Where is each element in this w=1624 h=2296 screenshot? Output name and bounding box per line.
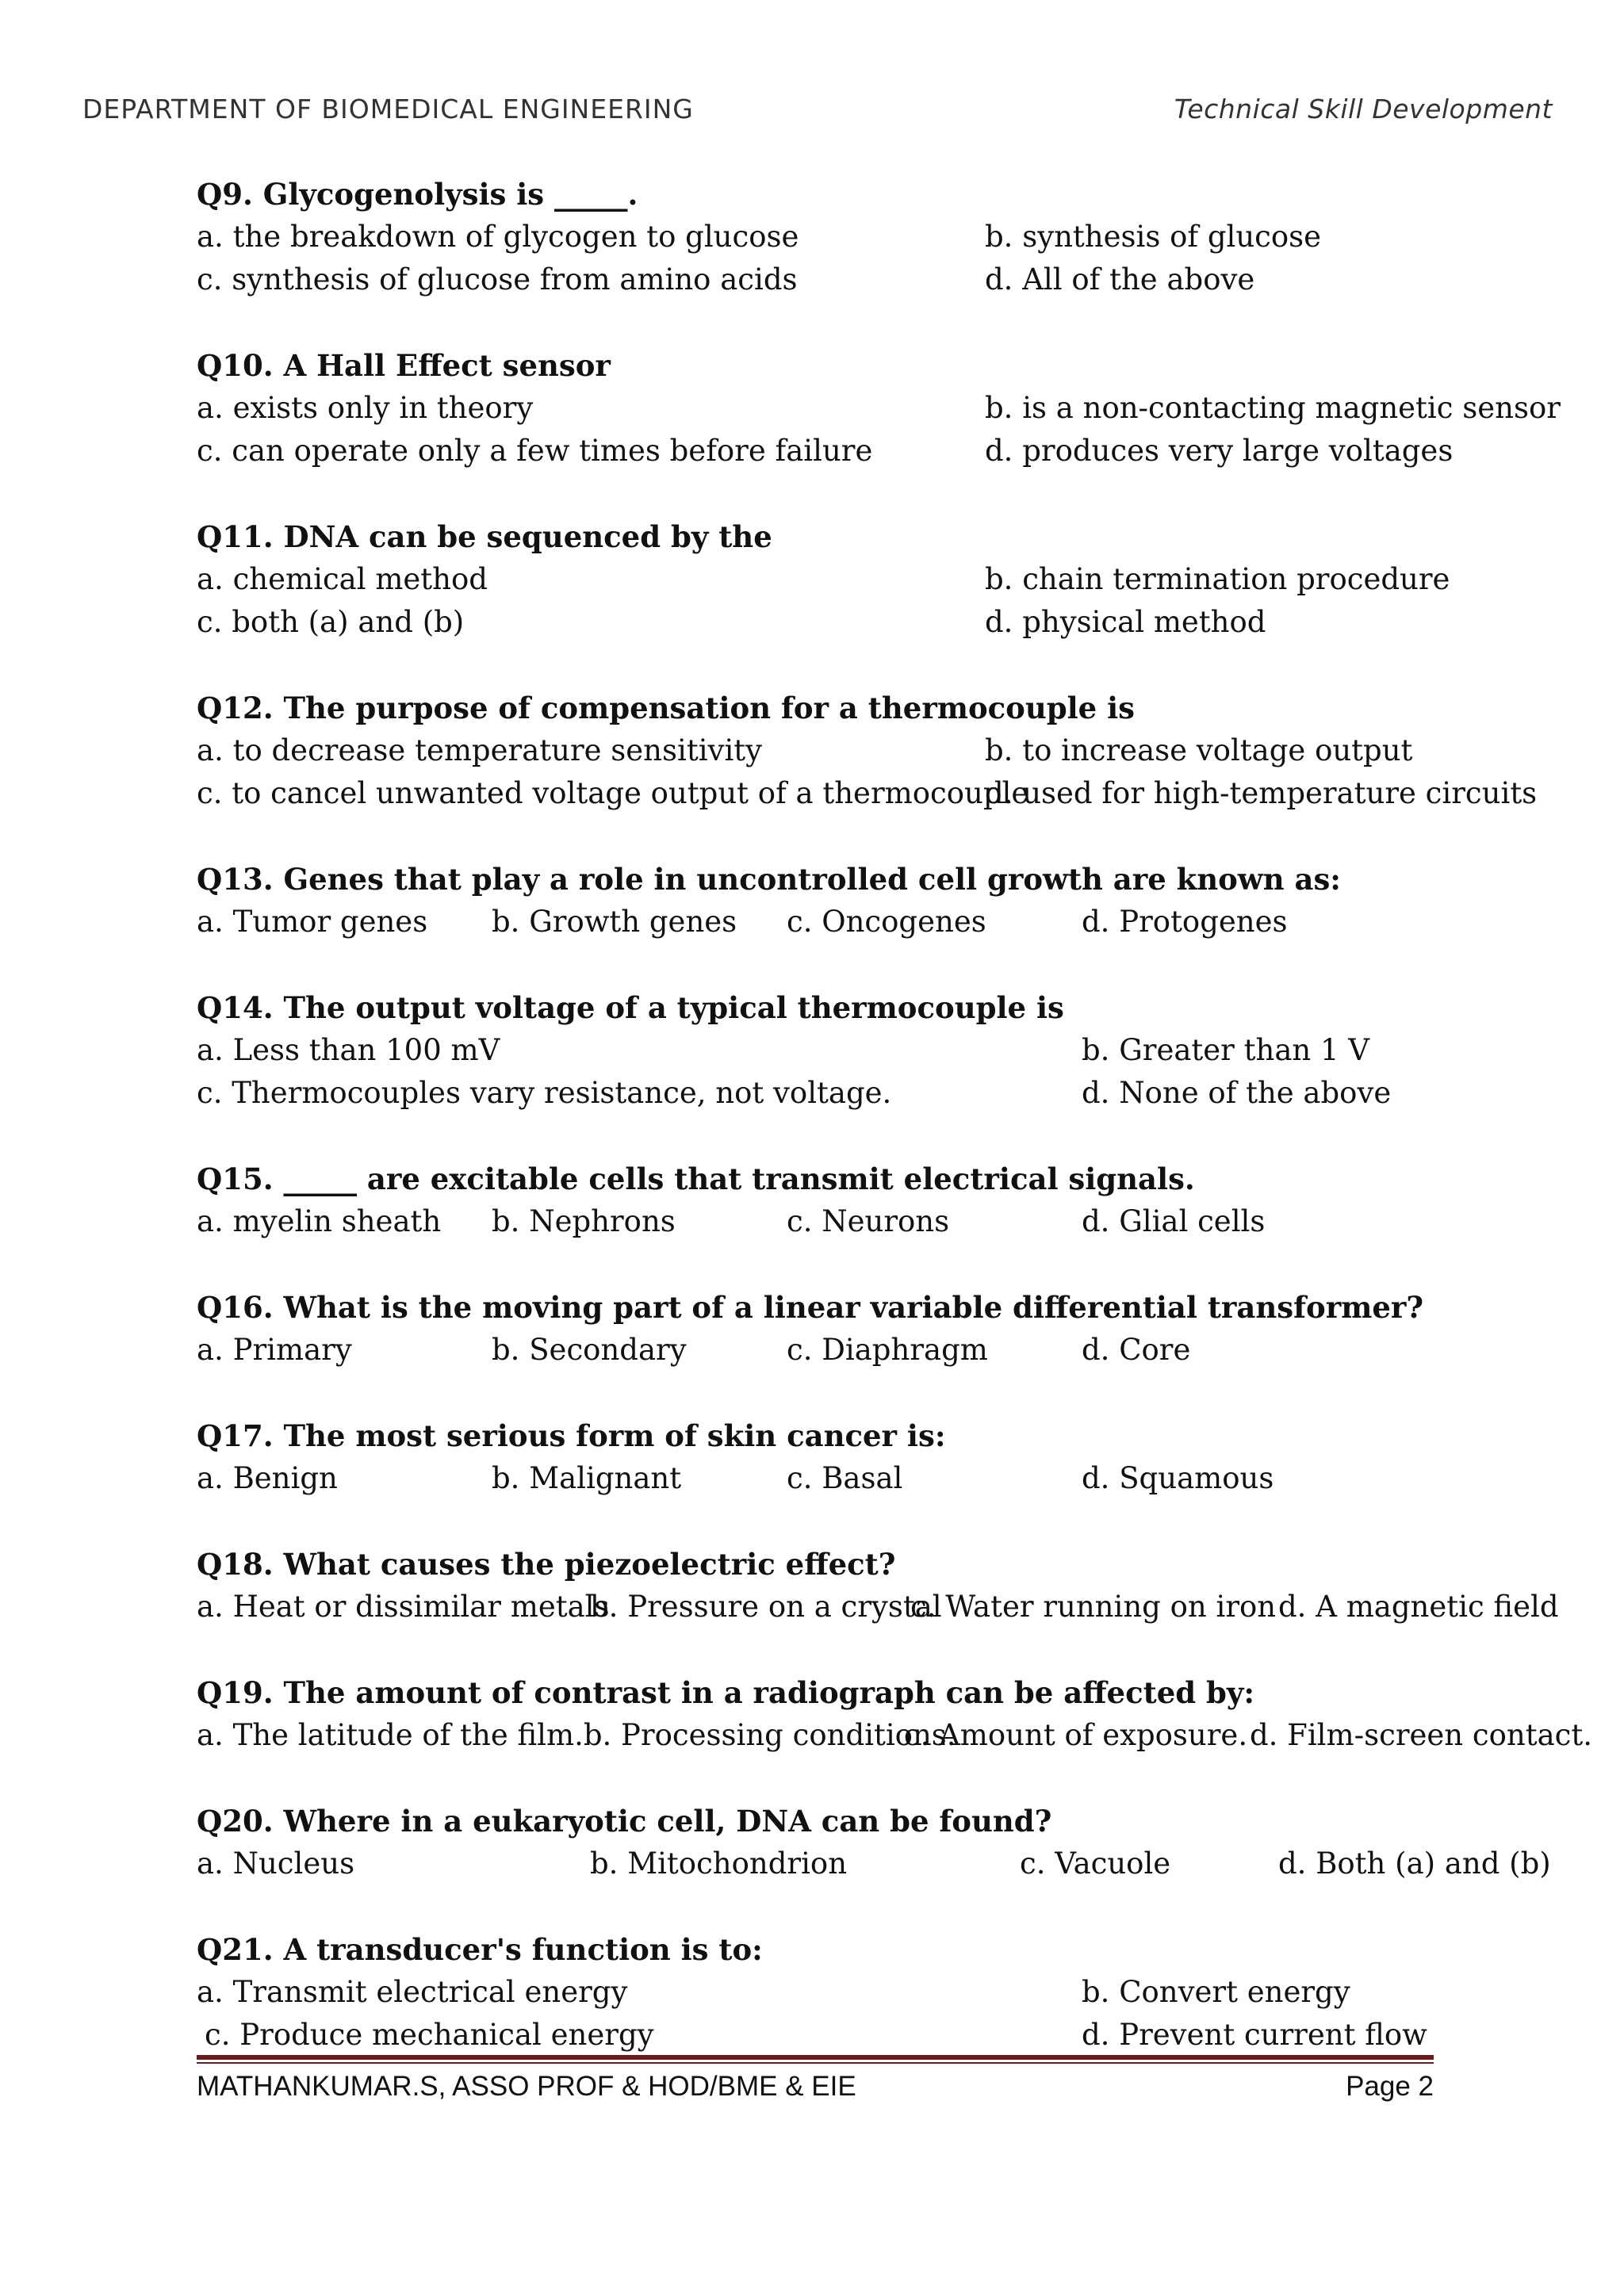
option-c: c. synthesis of glucose from amino acids <box>197 262 798 297</box>
option-d: d. Film-screen contact. <box>1249 1718 1592 1752</box>
option-c: c. Thermocouples vary resistance, not voltage. <box>197 1076 892 1110</box>
question-title: Q16. What is the moving part of a linear variable differential transformer? <box>197 1290 1424 1325</box>
question-title: Q13. Genes that play a role in uncontrolled cell growth are known as: <box>197 862 1341 897</box>
option-c: c. to cancel unwanted voltage output of a thermocouple <box>197 776 1029 810</box>
option-d: d. produces very large voltages <box>985 434 1454 468</box>
question-15 <box>197 1158 1592 1243</box>
option-a: a. Transmit electrical energy <box>197 1975 628 2009</box>
question-12 <box>197 687 1592 815</box>
option-b: b. Convert energy <box>1082 1975 1350 2009</box>
question-10 <box>197 344 1592 473</box>
option-d: d. None of the above <box>1082 1076 1392 1110</box>
option-a: a. chemical method <box>197 562 488 596</box>
option-a: a. exists only in theory <box>197 391 534 425</box>
option-d: d. Prevent current flow <box>1082 2018 1427 2052</box>
question-16 <box>197 1286 1592 1372</box>
option-d: d. physical method <box>985 605 1266 639</box>
question-title: Q21. A transducer's function is to: <box>197 1932 763 1967</box>
option-c: c. Produce mechanical energy <box>205 2018 654 2052</box>
question-13 <box>197 858 1592 943</box>
question-17 <box>197 1414 1592 1500</box>
question-title: Q15. _____ are excitable cells that transmit electrical signals. <box>197 1161 1195 1196</box>
option-c: c. Vacuole <box>1020 1846 1171 1881</box>
option-d: d. A magnetic field <box>1278 1590 1559 1624</box>
option-a: a. Nucleus <box>197 1846 355 1881</box>
option-b: b. is a non-contacting magnetic sensor <box>985 391 1561 425</box>
header-course: Technical Skill Development <box>1174 94 1553 124</box>
option-b: b. synthesis of glucose <box>985 220 1322 254</box>
option-c: c. both (a) and (b) <box>197 605 465 639</box>
option-c: c. Oncogenes <box>787 905 986 939</box>
option-d: d. Glial cells <box>1082 1204 1266 1238</box>
question-19 <box>197 1671 1592 1757</box>
option-b: b. Secondary <box>492 1333 687 1367</box>
option-d: d. All of the above <box>985 262 1255 297</box>
page-number: Page 2 <box>1346 2071 1434 2102</box>
option-a: a. Tumor genes <box>197 905 428 939</box>
question-14 <box>197 986 1592 1115</box>
option-c: c. Basal <box>787 1461 903 1495</box>
footer-divider <box>197 2055 1434 2064</box>
question-9 <box>197 173 1592 301</box>
question-title: Q9. Glycogenolysis is _____. <box>197 177 638 212</box>
question-list <box>197 173 1592 2099</box>
option-b: b. Mitochondrion <box>590 1846 848 1881</box>
option-b: b. Nephrons <box>492 1204 676 1238</box>
question-title: Q14. The output voltage of a typical thermocouple is <box>197 990 1064 1025</box>
option-d: d. Both (a) and (b) <box>1278 1846 1551 1881</box>
question-title: Q18. What causes the piezoelectric effect? <box>197 1547 896 1582</box>
option-b: b. Pressure on a crystal <box>590 1590 942 1624</box>
question-title: Q17. The most serious form of skin cancer is: <box>197 1418 946 1453</box>
option-b: b. Processing conditions. <box>583 1718 956 1752</box>
header-department: DEPARTMENT OF BIOMEDICAL ENGINEERING <box>82 94 694 124</box>
option-b: b. chain termination procedure <box>985 562 1450 596</box>
option-a: a. Less than 100 mV <box>197 1033 500 1067</box>
question-title: Q19. The amount of contrast in a radiograph can be affected by: <box>197 1675 1255 1710</box>
option-d: d. Protogenes <box>1082 905 1288 939</box>
option-c: c. Amount of exposure. <box>903 1718 1248 1752</box>
option-a: a. The latitude of the film. <box>197 1718 584 1752</box>
question-18 <box>197 1543 1592 1628</box>
option-b: b. to increase voltage output <box>985 733 1413 767</box>
option-c: c. Neurons <box>787 1204 950 1238</box>
question-title: Q11. DNA can be sequenced by the <box>197 519 772 554</box>
option-b: b. Greater than 1 V <box>1082 1033 1369 1067</box>
option-c: c. Diaphragm <box>787 1333 988 1367</box>
question-21 <box>197 1928 1592 2057</box>
option-a: a. to decrease temperature sensitivity <box>197 733 763 767</box>
option-a: a. Benign <box>197 1461 338 1495</box>
option-c: c. Water running on iron <box>910 1590 1277 1624</box>
option-b: b. Growth genes <box>492 905 737 939</box>
option-d: d. Core <box>1082 1333 1191 1367</box>
option-d: d. Squamous <box>1082 1461 1274 1495</box>
question-title: Q20. Where in a eukaryotic cell, DNA can be found? <box>197 1804 1052 1839</box>
option-b: b. Malignant <box>492 1461 682 1495</box>
option-a: a. myelin sheath <box>197 1204 442 1238</box>
footer-author: MATHANKUMAR.S, ASSO PROF & HOD/BME & EIE <box>197 2071 856 2102</box>
option-a: a. Heat or dissimilar metals <box>197 1590 610 1624</box>
option-a: a. Primary <box>197 1333 352 1367</box>
question-title: Q10. A Hall Effect sensor <box>197 348 611 383</box>
option-a: a. the breakdown of glycogen to glucose <box>197 220 799 254</box>
option-c: c. can operate only a few times before failure <box>197 434 873 468</box>
question-title: Q12. The purpose of compensation for a thermocouple is <box>197 691 1135 725</box>
question-20 <box>197 1800 1592 1885</box>
option-d: d. used for high-temperature circuits <box>985 776 1538 810</box>
question-11 <box>197 515 1592 644</box>
